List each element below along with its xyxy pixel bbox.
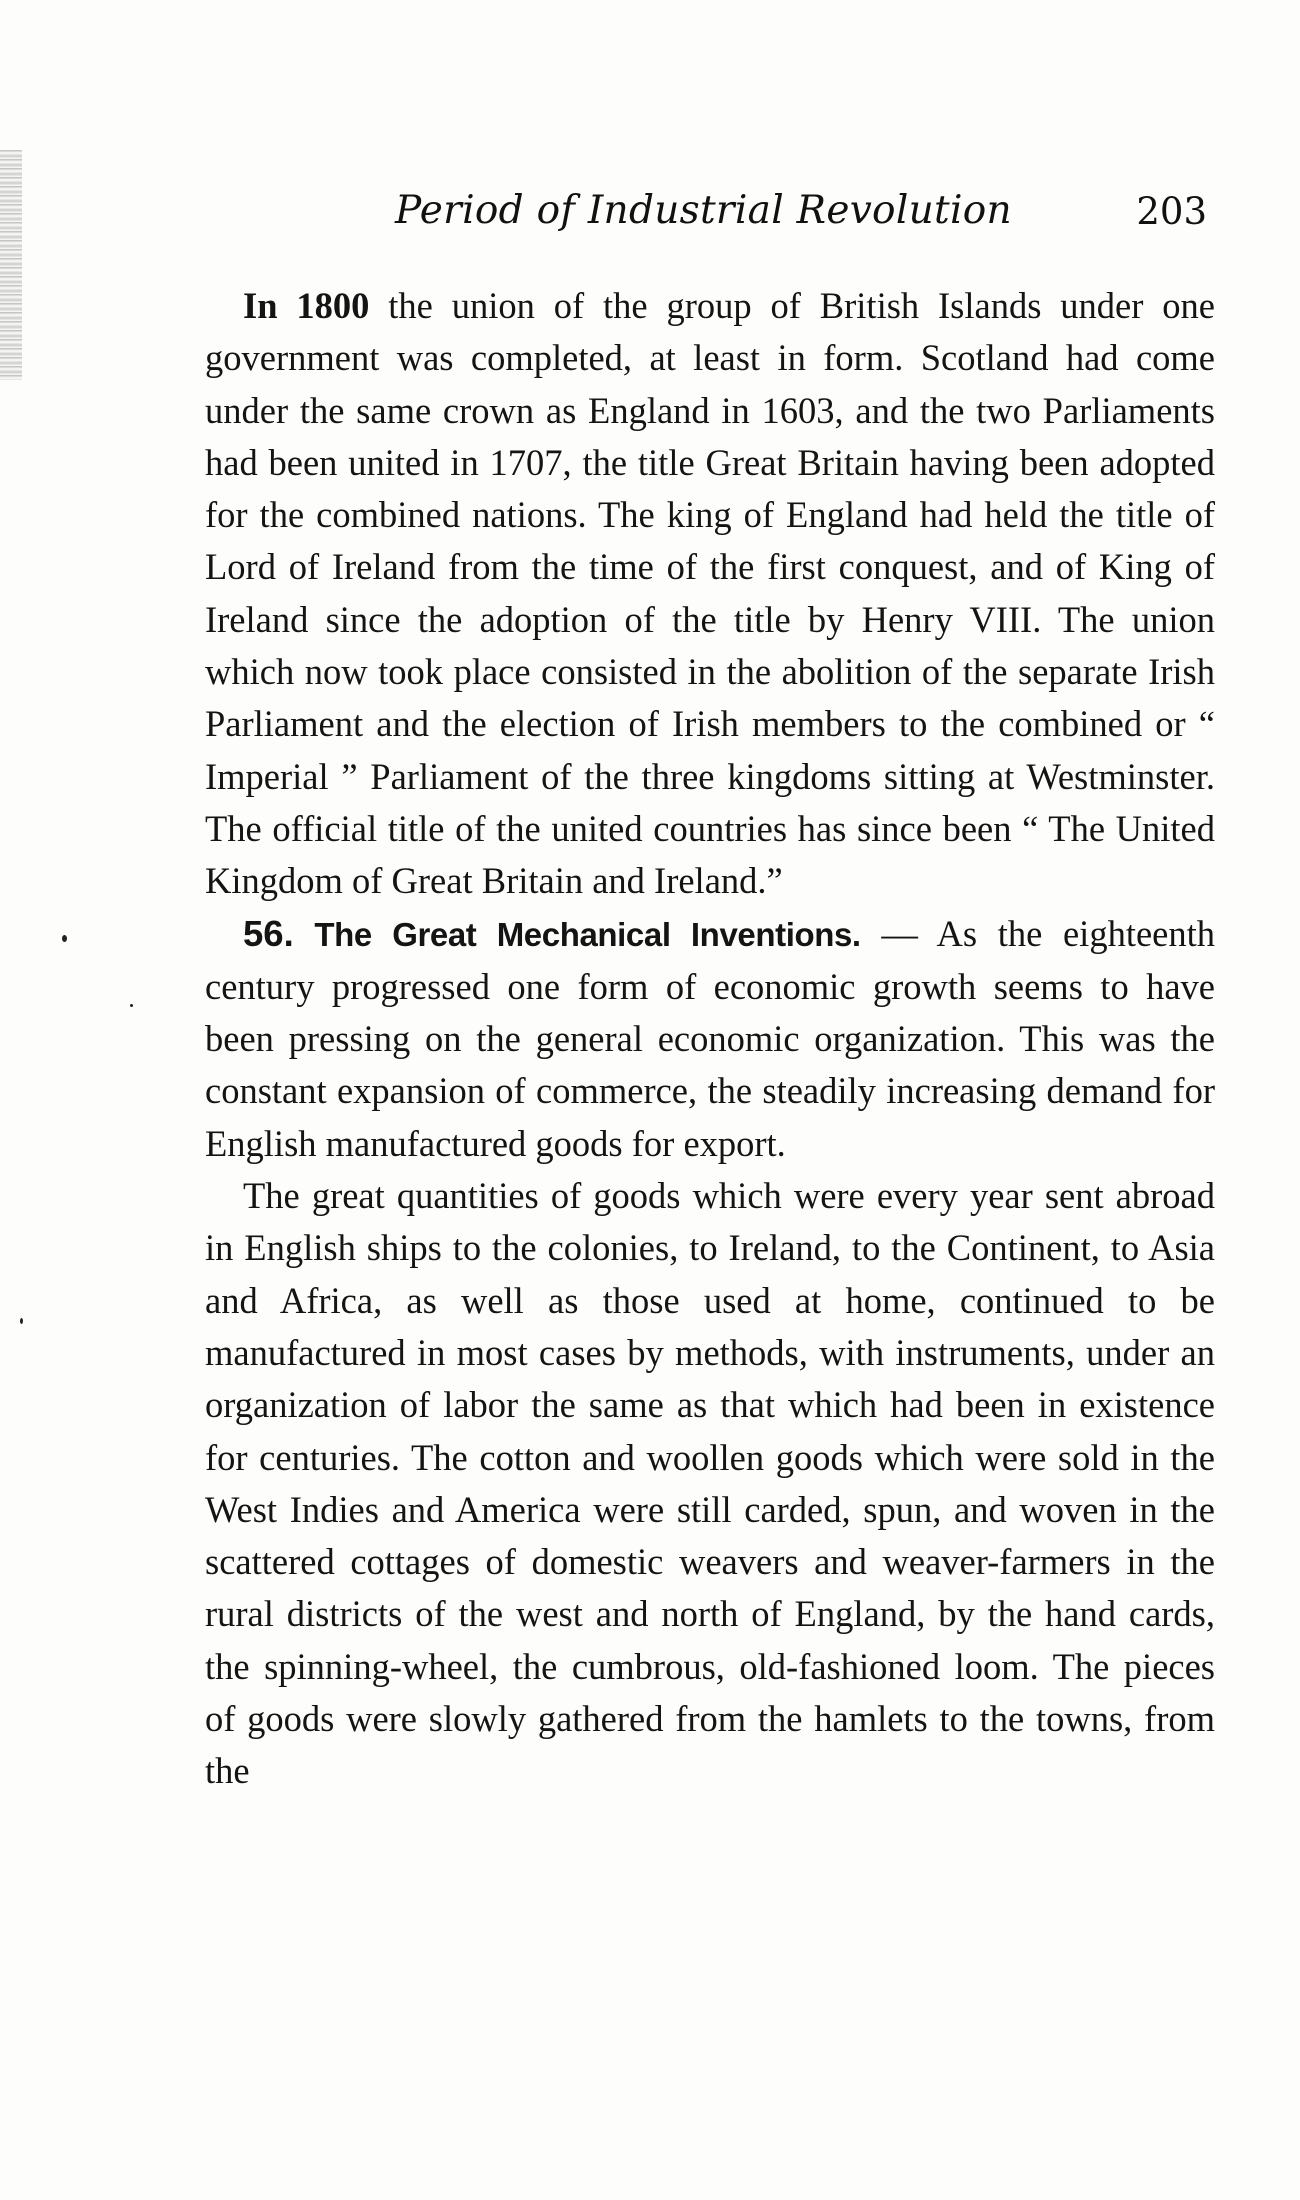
scan-speck	[20, 1318, 23, 1324]
section-number: 56.	[243, 912, 294, 954]
paragraph-lead-in: In 1800	[243, 285, 370, 326]
paragraph-text: the union of the group of British Islands under one government was completed, at least in form. Scotland had come under the same crown as England in 1603, and the two Parliaments had been united in 1707, the title Great Britain having been adopted for the combined nations. The king of England had held the title of Lord of Ireland from the time of the first conquest, and of King of Ireland since the adoption of the title by Henry VIII. The union which now took place consisted in the abolition of the separate Irish Parliament and the election of Irish members to the combined or “ Imperial ” Parliament of the three kingdoms sitting at Westminster. The official title of the united countries has since been “ The United Kingdom of Great Britain and Ireland.”	[205, 285, 1215, 902]
paragraph-goods	[205, 1170, 1215, 1798]
scan-speck	[130, 1004, 133, 1007]
page-number: 203	[1136, 190, 1207, 233]
page-header	[205, 188, 1215, 258]
paragraph-section-56	[205, 908, 1215, 1170]
paragraph-text: The great quantities of goods which were every year sent abroad in English ships to the colonies, to Ireland, to the Continent, to Asia and Africa, as well as those used at home, continued to be manufactured in most cases by methods, with instruments, under an organization of labor the same as that which had been in existence for centuries. The cotton and woollen goods which were sold in the West Indies and America were still carded, spun, and woven in the scattered cottages of domestic weavers and weaver-farmers in the rural districts of the west and north of England, by the hand cards, the spinning-wheel, the cumbrous, old-fashioned loom. The pieces of goods were slowly gathered from the hamlets to the towns, from the	[205, 1175, 1215, 1792]
scan-edge-noise	[0, 150, 22, 380]
running-title: Period of Industrial Revolution	[395, 188, 1012, 233]
scan-speck	[62, 935, 67, 942]
paragraph-text: — As the eighteenth century progressed one form of economic growth seems to have been pressing on the general economic organization. This was the constant expansion of commerce, the steadily increasing demand for English manufactured goods for export.	[205, 912, 1216, 1164]
section-title: The Great Mechanical Inventions.	[314, 915, 861, 953]
paragraph-union	[205, 280, 1215, 908]
body-text	[205, 280, 1215, 1798]
